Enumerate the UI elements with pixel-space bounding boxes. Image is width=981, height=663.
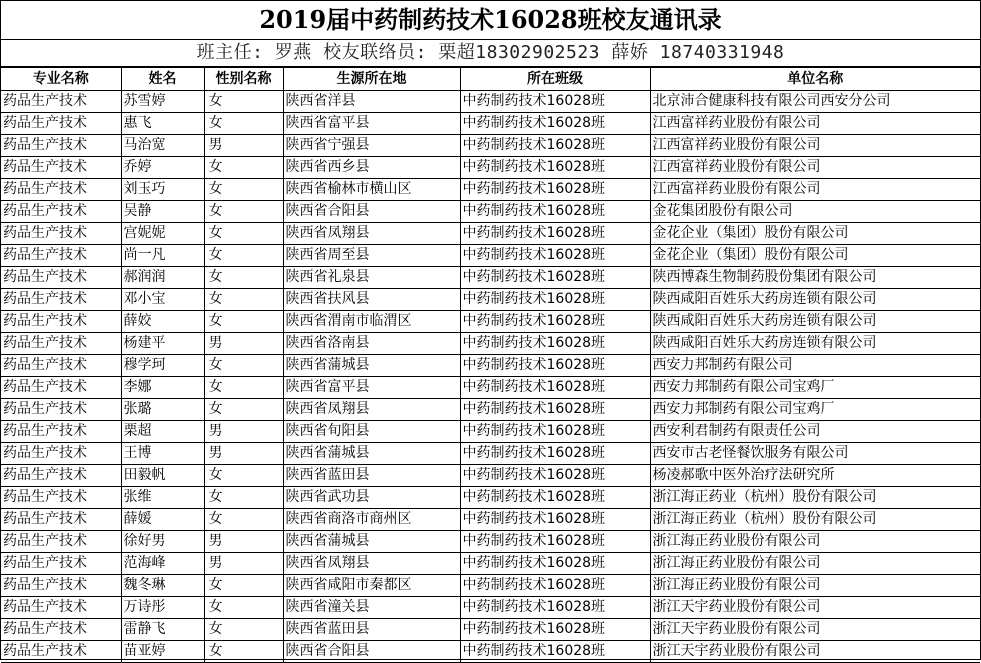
cell-major: 药品生产技术 xyxy=(1,245,121,267)
table-row xyxy=(1,465,980,487)
cell-name: 刘玉巧 xyxy=(121,179,204,201)
cell-class: 中药制药技术16028班 xyxy=(460,421,650,443)
cell-employer: 浙江海正药业（杭州）股份有限公司 xyxy=(650,487,980,509)
table-row xyxy=(1,113,980,135)
cell-name: 雷静飞 xyxy=(121,619,204,641)
cell-gender: 女 xyxy=(204,201,283,223)
cell-major: 药品生产技术 xyxy=(1,531,121,553)
cell-employer: 浙江天宇药业股份有限公司 xyxy=(650,597,980,619)
table-row xyxy=(1,597,980,619)
cell-name: 邓小宝 xyxy=(121,289,204,311)
cell-gender: 女 xyxy=(204,91,283,113)
cell-name: 薛姣 xyxy=(121,311,204,333)
cell-class: 中药制药技术16028班 xyxy=(460,597,650,619)
table-row xyxy=(1,223,980,245)
cell-employer: 西安力邦制药有限公司宝鸡厂 xyxy=(650,377,980,399)
cell-class: 中药制药技术16028班 xyxy=(460,575,650,597)
cell-gender: 女 xyxy=(204,157,283,179)
cell-gender: 女 xyxy=(204,465,283,487)
cell-gender: 女 xyxy=(204,311,283,333)
table-row xyxy=(1,487,980,509)
cell-gender: 女 xyxy=(204,575,283,597)
cell-origin: 陕西省凤翔县 xyxy=(283,223,460,245)
cell-gender: 女 xyxy=(204,289,283,311)
cell-employer: 陕西咸阳百姓乐大药房连锁有限公司 xyxy=(650,333,980,355)
cell-name: 张维 xyxy=(121,487,204,509)
cell-class: 中药制药技术16028班 xyxy=(460,245,650,267)
cell-major: 药品生产技术 xyxy=(1,267,121,289)
cell-origin: 陕西省周至县 xyxy=(283,245,460,267)
cell-name: 吴静 xyxy=(121,201,204,223)
cell-origin: 陕西省蒲城县 xyxy=(283,355,460,377)
cell-class: 中药制药技术16028班 xyxy=(460,487,650,509)
cell-origin: 陕西省渭南市临渭区 xyxy=(283,311,460,333)
cell-name: 马治宽 xyxy=(121,135,204,157)
cell-major: 药品生产技术 xyxy=(1,619,121,641)
table-row xyxy=(1,267,980,289)
cell-origin: 陕西省宁强县 xyxy=(283,135,460,157)
cell-class: 中药制药技术16028班 xyxy=(460,289,650,311)
cell-origin: 陕西省商洛市商州区 xyxy=(283,509,460,531)
header-name: 姓名 xyxy=(121,68,204,91)
cell-name: 徐好男 xyxy=(121,531,204,553)
cell-name: 惠飞 xyxy=(121,113,204,135)
cell-name: 薛媛 xyxy=(121,509,204,531)
cell-employer: 浙江天宇药业股份有限公司 xyxy=(650,641,980,663)
cell-name: 尚一凡 xyxy=(121,245,204,267)
cell-employer: 浙江海正药业股份有限公司 xyxy=(650,553,980,575)
table-row xyxy=(1,553,980,575)
cell-name: 范海峰 xyxy=(121,553,204,575)
cell-employer: 西安力邦制药有限公司 xyxy=(650,355,980,377)
cell-class: 中药制药技术16028班 xyxy=(460,377,650,399)
cell-origin: 陕西省咸阳市秦都区 xyxy=(283,575,460,597)
cell-employer: 西安市古老怪餐饮服务有限公司 xyxy=(650,443,980,465)
cell-employer: 江西富祥药业股份有限公司 xyxy=(650,157,980,179)
cell-origin: 陕西省富平县 xyxy=(283,113,460,135)
cell-origin: 陕西省合阳县 xyxy=(283,641,460,663)
cell-origin: 陕西省潼关县 xyxy=(283,597,460,619)
cell-name: 魏冬琳 xyxy=(121,575,204,597)
cell-origin: 陕西省扶风县 xyxy=(283,289,460,311)
cell-gender: 女 xyxy=(204,113,283,135)
cell-employer: 西安利君制药有限责任公司 xyxy=(650,421,980,443)
table-row xyxy=(1,135,980,157)
cell-major: 药品生产技术 xyxy=(1,135,121,157)
table-row xyxy=(1,641,980,663)
table-row xyxy=(1,91,980,113)
cell-class: 中药制药技术16028班 xyxy=(460,333,650,355)
table-row xyxy=(1,201,980,223)
cell-gender: 女 xyxy=(204,597,283,619)
header-origin: 生源所在地 xyxy=(283,68,460,91)
cell-employer: 浙江天宇药业股份有限公司 xyxy=(650,619,980,641)
header-employer: 单位名称 xyxy=(650,68,980,91)
cell-gender: 女 xyxy=(204,223,283,245)
cell-name: 王博 xyxy=(121,443,204,465)
cell-class: 中药制药技术16028班 xyxy=(460,201,650,223)
cell-major: 药品生产技术 xyxy=(1,509,121,531)
cell-origin: 陕西省蓝田县 xyxy=(283,619,460,641)
cell-gender: 女 xyxy=(204,267,283,289)
cell-class: 中药制药技术16028班 xyxy=(460,179,650,201)
cell-major: 药品生产技术 xyxy=(1,91,121,113)
cell-major: 药品生产技术 xyxy=(1,157,121,179)
cell-employer: 金花集团股份有限公司 xyxy=(650,201,980,223)
cell-gender: 女 xyxy=(204,179,283,201)
cell-major: 药品生产技术 xyxy=(1,333,121,355)
cell-class: 中药制药技术16028班 xyxy=(460,311,650,333)
page-title: 2019届中药制药技术16028班校友通讯录 xyxy=(1,1,980,40)
cell-origin: 陕西省凤翔县 xyxy=(283,553,460,575)
cell-employer: 金花企业（集团）股份有限公司 xyxy=(650,245,980,267)
contact-line: 班主任: 罗燕 校友联络员: 栗超18302902523 薛娇 18740331948 xyxy=(1,40,980,67)
table-row xyxy=(1,575,980,597)
header-class: 所在班级 xyxy=(460,68,650,91)
cell-name: 宫妮妮 xyxy=(121,223,204,245)
cell-name: 李娜 xyxy=(121,377,204,399)
cell-gender: 男 xyxy=(204,135,283,157)
cell-gender: 女 xyxy=(204,355,283,377)
cell-gender: 男 xyxy=(204,333,283,355)
cell-employer: 浙江海正药业股份有限公司 xyxy=(650,575,980,597)
table-row xyxy=(1,377,980,399)
cell-class: 中药制药技术16028班 xyxy=(460,531,650,553)
table-row xyxy=(1,531,980,553)
cell-major: 药品生产技术 xyxy=(1,355,121,377)
cell-origin: 陕西省旬阳县 xyxy=(283,421,460,443)
table-row xyxy=(1,421,980,443)
cell-gender: 男 xyxy=(204,531,283,553)
cell-employer: 江西富祥药业股份有限公司 xyxy=(650,179,980,201)
cell-name: 郝润润 xyxy=(121,267,204,289)
cell-name: 苏雪婷 xyxy=(121,91,204,113)
header-gender: 性别名称 xyxy=(204,68,283,91)
cell-major: 药品生产技术 xyxy=(1,641,121,663)
cell-name: 杨建平 xyxy=(121,333,204,355)
cell-employer: 北京沛合健康科技有限公司西安分公司 xyxy=(650,91,980,113)
cell-origin: 陕西省西乡县 xyxy=(283,157,460,179)
cell-major: 药品生产技术 xyxy=(1,465,121,487)
cell-gender: 女 xyxy=(204,509,283,531)
cell-class: 中药制药技术16028班 xyxy=(460,641,650,663)
table-row xyxy=(1,311,980,333)
cell-origin: 陕西省礼泉县 xyxy=(283,267,460,289)
cell-origin: 陕西省武功县 xyxy=(283,487,460,509)
table-header-row xyxy=(1,68,980,91)
cell-major: 药品生产技术 xyxy=(1,201,121,223)
cell-employer: 江西富祥药业股份有限公司 xyxy=(650,135,980,157)
cell-major: 药品生产技术 xyxy=(1,597,121,619)
cell-employer: 西安力邦制药有限公司宝鸡厂 xyxy=(650,399,980,421)
cell-name: 张璐 xyxy=(121,399,204,421)
header-major: 专业名称 xyxy=(1,68,121,91)
cell-class: 中药制药技术16028班 xyxy=(460,465,650,487)
cell-gender: 女 xyxy=(204,487,283,509)
cell-name: 苗亚婷 xyxy=(121,641,204,663)
cell-major: 药品生产技术 xyxy=(1,289,121,311)
cell-gender: 男 xyxy=(204,443,283,465)
table-row xyxy=(1,289,980,311)
cell-origin: 陕西省凤翔县 xyxy=(283,399,460,421)
cell-employer: 陕西咸阳百姓乐大药房连锁有限公司 xyxy=(650,289,980,311)
cell-major: 药品生产技术 xyxy=(1,113,121,135)
table-body xyxy=(1,91,980,663)
cell-major: 药品生产技术 xyxy=(1,223,121,245)
cell-class: 中药制药技术16028班 xyxy=(460,157,650,179)
cell-gender: 男 xyxy=(204,553,283,575)
table-row xyxy=(1,333,980,355)
cell-origin: 陕西省蒲城县 xyxy=(283,531,460,553)
cell-employer: 杨凌郝歌中医外治疗法研究所 xyxy=(650,465,980,487)
cell-major: 药品生产技术 xyxy=(1,179,121,201)
cell-origin: 陕西省榆林市横山区 xyxy=(283,179,460,201)
table-row xyxy=(1,355,980,377)
cell-class: 中药制药技术16028班 xyxy=(460,509,650,531)
table-row xyxy=(1,245,980,267)
table-row xyxy=(1,399,980,421)
cell-employer: 江西富祥药业股份有限公司 xyxy=(650,113,980,135)
cell-gender: 女 xyxy=(204,377,283,399)
cell-class: 中药制药技术16028班 xyxy=(460,355,650,377)
cell-origin: 陕西省蒲城县 xyxy=(283,443,460,465)
cell-class: 中药制药技术16028班 xyxy=(460,619,650,641)
cell-class: 中药制药技术16028班 xyxy=(460,443,650,465)
cell-major: 药品生产技术 xyxy=(1,377,121,399)
alumni-table xyxy=(1,67,980,663)
cell-gender: 女 xyxy=(204,399,283,421)
table-row xyxy=(1,619,980,641)
cell-name: 栗超 xyxy=(121,421,204,443)
cell-origin: 陕西省蓝田县 xyxy=(283,465,460,487)
table-row xyxy=(1,443,980,465)
cell-major: 药品生产技术 xyxy=(1,443,121,465)
cell-class: 中药制药技术16028班 xyxy=(460,113,650,135)
cell-origin: 陕西省富平县 xyxy=(283,377,460,399)
cell-name: 乔婷 xyxy=(121,157,204,179)
cell-class: 中药制药技术16028班 xyxy=(460,399,650,421)
table-row xyxy=(1,179,980,201)
cell-name: 田毅帆 xyxy=(121,465,204,487)
cell-class: 中药制药技术16028班 xyxy=(460,223,650,245)
cell-employer: 浙江海正药业（杭州）股份有限公司 xyxy=(650,509,980,531)
cell-major: 药品生产技术 xyxy=(1,487,121,509)
cell-employer: 陕西咸阳百姓乐大药房连锁有限公司 xyxy=(650,311,980,333)
cell-class: 中药制药技术16028班 xyxy=(460,553,650,575)
cell-origin: 陕西省洋县 xyxy=(283,91,460,113)
cell-class: 中药制药技术16028班 xyxy=(460,135,650,157)
cell-major: 药品生产技术 xyxy=(1,311,121,333)
cell-origin: 陕西省洛南县 xyxy=(283,333,460,355)
cell-gender: 男 xyxy=(204,421,283,443)
cell-major: 药品生产技术 xyxy=(1,553,121,575)
table-row xyxy=(1,157,980,179)
cell-employer: 陕西博森生物制药股份集团有限公司 xyxy=(650,267,980,289)
cell-class: 中药制药技术16028班 xyxy=(460,267,650,289)
cell-gender: 女 xyxy=(204,245,283,267)
cell-origin: 陕西省合阳县 xyxy=(283,201,460,223)
cell-employer: 金花企业（集团）股份有限公司 xyxy=(650,223,980,245)
cell-major: 药品生产技术 xyxy=(1,575,121,597)
cell-gender: 女 xyxy=(204,641,283,663)
cell-major: 药品生产技术 xyxy=(1,399,121,421)
cell-employer: 浙江海正药业股份有限公司 xyxy=(650,531,980,553)
cell-class: 中药制药技术16028班 xyxy=(460,91,650,113)
cell-name: 万诗彤 xyxy=(121,597,204,619)
cell-name: 穆学珂 xyxy=(121,355,204,377)
cell-gender: 女 xyxy=(204,619,283,641)
table-row xyxy=(1,509,980,531)
cell-major: 药品生产技术 xyxy=(1,421,121,443)
